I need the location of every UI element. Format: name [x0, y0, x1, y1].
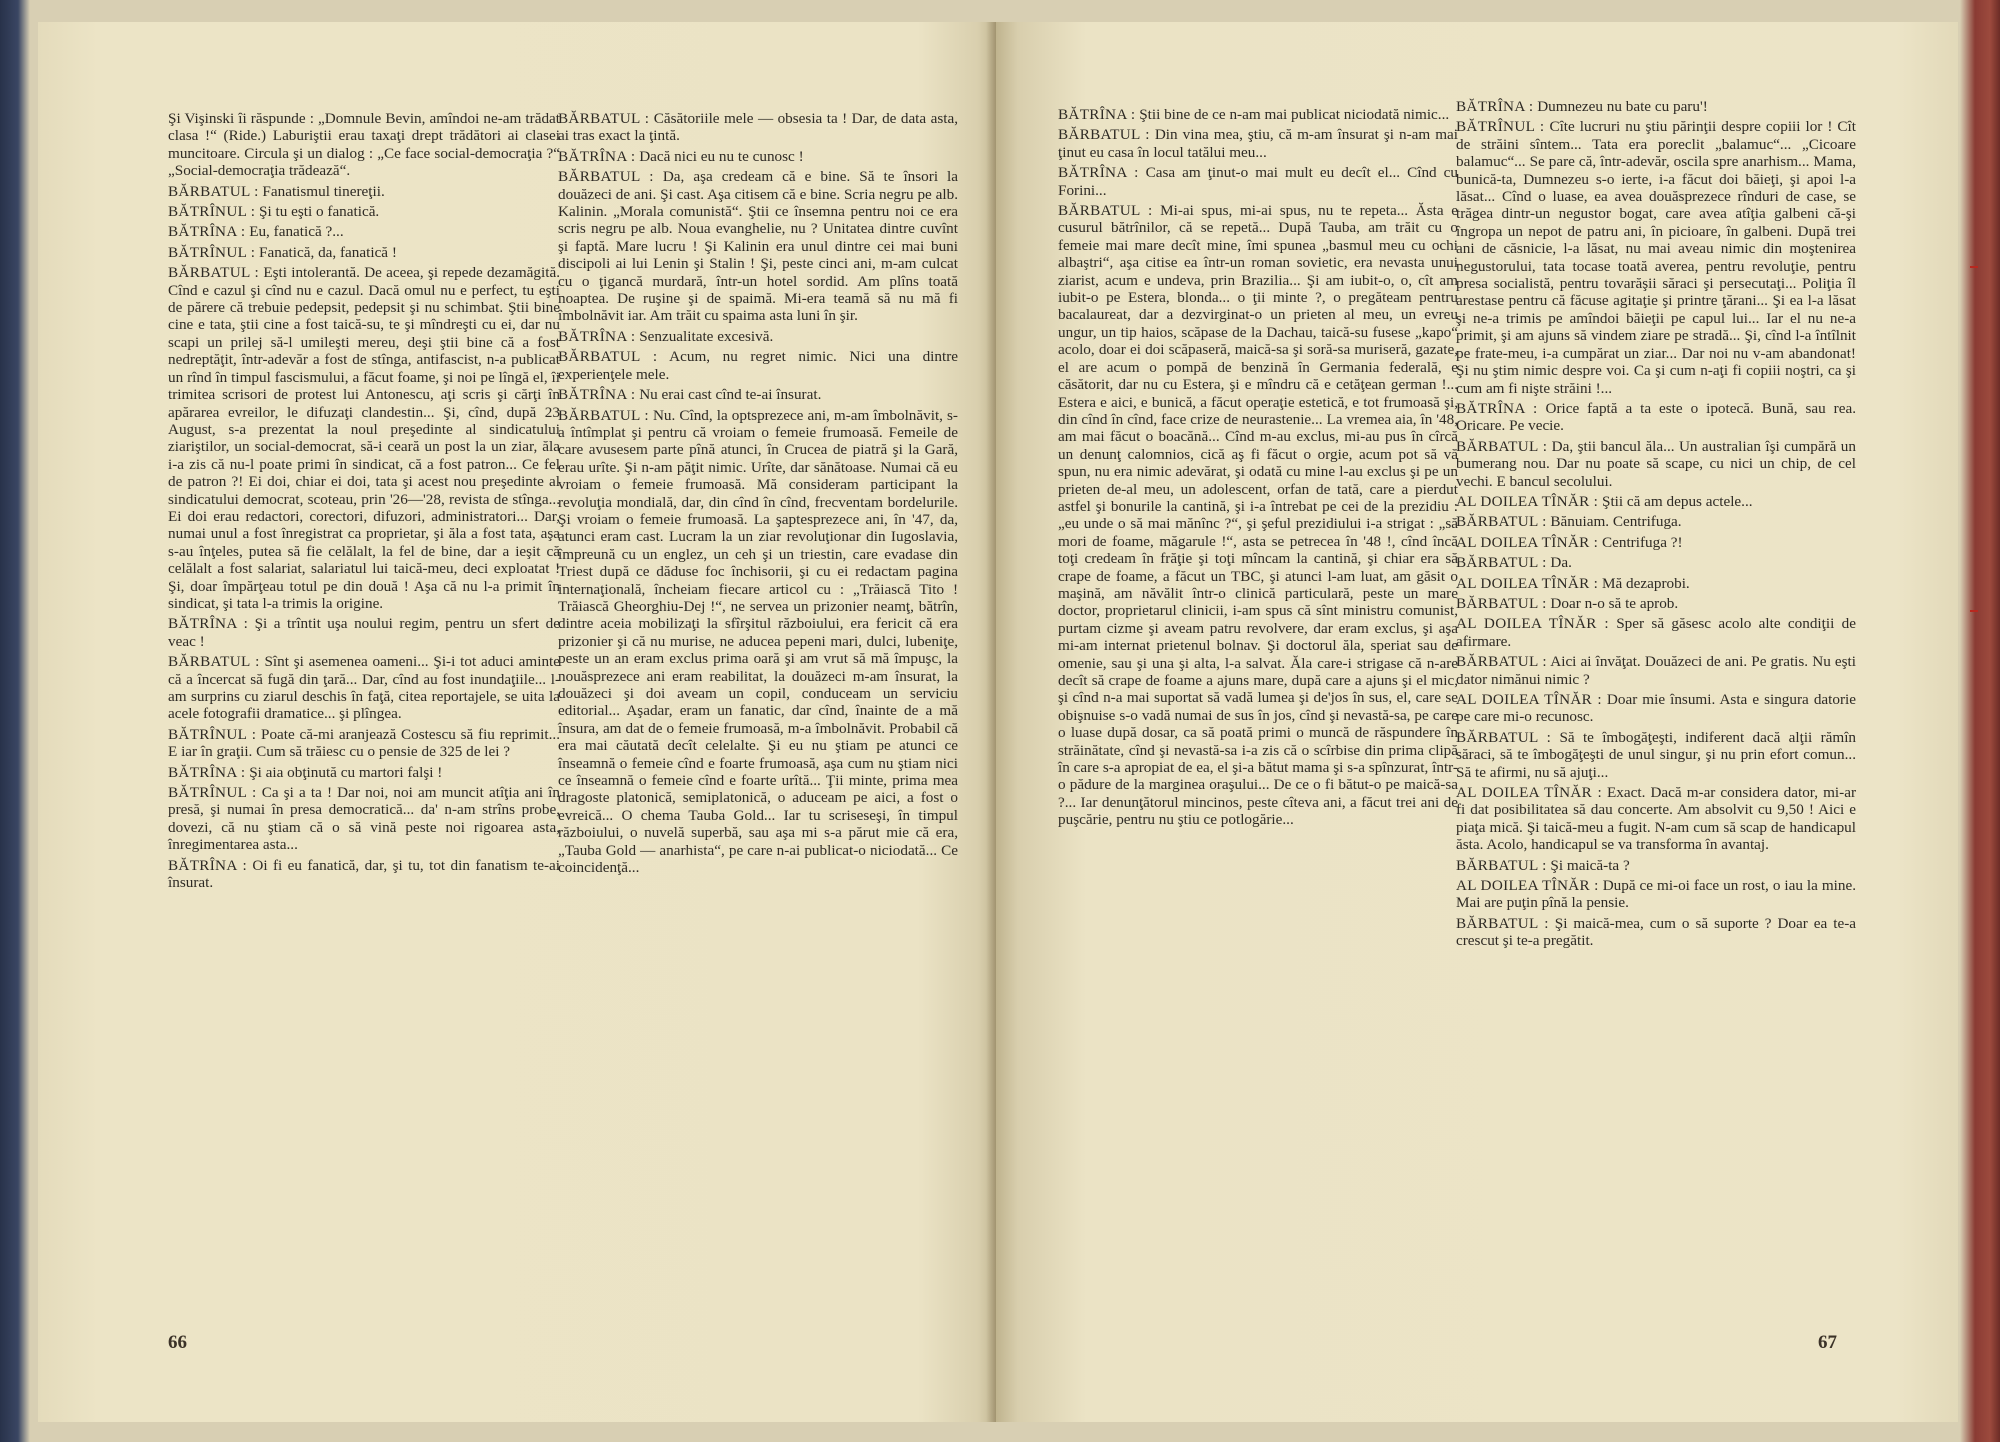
speaker-name: BĂRBATUL :	[168, 653, 260, 671]
page-number-left: 66	[168, 1332, 187, 1353]
dialogue-line	[168, 857, 560, 892]
dialogue-line	[1058, 106, 1458, 123]
dialogue-text: După ce mi-oi face un rost, o iau la mine. Mai are puţin pînă la pensie.	[1456, 877, 1856, 912]
dialogue-text: Căsătoriile mele — obsesia ta ! Dar, de data asta, ai tras exact la ţintă.	[558, 110, 959, 145]
speaker-name: BĂRBATUL :	[558, 110, 650, 127]
speaker-name: BĂRBATUL :	[1456, 594, 1547, 612]
speaker-name: AL DOILEA TÎNĂR :	[1456, 533, 1599, 551]
speaker-name: AL DOILEA TÎNĂR :	[1456, 492, 1599, 510]
left-page	[38, 22, 996, 1422]
speaker-name: BĂTRÎNA :	[168, 615, 249, 633]
page-number-right: 67	[1818, 1332, 1837, 1353]
dialogue-text: Ca şi a ta ! Dar noi, noi am muncit atîţia ani în presă, şi numai în presa democratică... da' n-am strîns probe, dovezi, că nu ştiam că o să vină peste noi rigoarea asta, înregimentarea asta...	[168, 784, 560, 854]
dialogue-line	[1456, 595, 1856, 612]
dialogue-text: Mi-ai spus, mi-ai spus, nu te repeta... Ăsta e cusurul bătrînilor, că se repetă... După Tauba, am trăit cu o femeie mai mare decît mine, îmi spunea „basmul meu cu ochi albaştri“, aşa citise ea într-un roman sovietic, era nevasta unui ziarist, acum e undeva, prin Brazilia... Şi am iubit-o, o, cît am iubit-o pe Estera, blonda... o ţii minte ?, o pregăteam pentru bacalaureat, dar a dezvirginat-o un prieten al meu, un evreu ungur, un tip haios, scăpase de la Dachau, taică-su fusese „kapo“ acolo, doar ei doi scăpaseră, maică-sa şi soră-sa muriseră, gazate, el are acum o pompă de benzină în Germania federală, e căsătorit, dar nu cu Estera, şi e mîndru că e cetăţean german !... Estera e aici, e bunică, a făcut operaţie estetică, e tot frumoasă şi, din cînd în cînd, face crize de neurastenie... La vremea aia, în '48, am mai făcut o boacănă... Cînd m-au exclus, mi-au pus în cîrcă un denunţ calomnios, cică aş fi făcut o orgie, acum pot să vă spun, nu era nimic adevărat, şi odată cu mine l-au exclus şi pe un prieten de-al meu, un adolescent, orfan de tată, care a pierdut astfel şi bonurile la cantină, şi i-a întrebat pe cei de la prezidiu : „eu unde o să mai mănînc ?“, şi şeful prezidiului i-a strigat : „să mori de foame, măgarule !“, asta se petrecea în '48 !, cînd încă toţi credeam în frăţie şi toţi mîncam la cantină, şi chiar era să crape de foame, a făcut un TBC, şi atunci l-am luat, am găsit o maşină, am năvălit într-o clinică particulară, peste un mare doctor, proprietarul clinicii, i-am spus că sînt ministru comunist, purtam cizme şi aveam patru revolvere, dar eram exclus, şi aşa mi-am internat prietenul bolnav. Şi doctorul ăla, speriat sau de omenie, sau şi una şi alta, l-a salvat. Ăla care-i strigase că n-are decît să crape de foame a ajuns mare, după care a ajuns şi el mic, şi cînd n-a mai suportat să vadă lumea şi de'jos în sus, el, care se obişnuise s-o vadă numai de sus în jos, cînd şi nevastă-sa, pe care o luase după dosar, ca să poată primi o muncă de răspundere în străinătate, cînd şi nevastă-sa i-a zis că o scîrbise din prima clipă în care s-a apropiat de ea, el şi-a bătut mama şi s-a spînzurat, într-o pădure de la marginea oraşului... De ce o fi bătut-o pe maică-sa ?... Iar denunţătorul mincinos, peste cîteva ani, a făcut trei ani de puşcărie, pentru nu ştiu ce potlogărie...	[1058, 202, 1458, 829]
dialogue-text: Doar n-o să te aprob.	[1550, 594, 1679, 612]
dialogue-line	[168, 244, 560, 261]
dialogue-line	[1058, 126, 1458, 161]
dialogue-text: Dacă nici eu nu te cunosc !	[639, 147, 804, 165]
dialogue-line	[558, 110, 958, 145]
speaker-name: BĂRBATUL :	[1456, 653, 1547, 671]
edge-mark	[1970, 266, 1978, 268]
dialogue-line	[1456, 784, 1856, 854]
dialogue-line	[168, 726, 560, 761]
right-page-column-2	[1456, 98, 1856, 953]
dialogue-line	[558, 348, 958, 383]
dialogue-line	[168, 264, 560, 612]
speaker-name: BĂRBATUL :	[1456, 554, 1547, 572]
dialogue-text: Şi aia obţinută cu martori falşi !	[249, 763, 443, 781]
dialogue-text: Şi maică-ta ?	[1550, 856, 1630, 874]
speaker-name: AL DOILEA TÎNĂR :	[1456, 615, 1609, 633]
speaker-name: BĂTRÎNA :	[558, 386, 636, 404]
dialogue-text: Poate că-mi aranjează Costescu să fiu reprimit... E iar în graţii. Cum să trăiesc cu o pensie de 325 de lei ?	[168, 725, 560, 761]
speaker-name: AL DOILEA TÎNĂR :	[1456, 877, 1599, 895]
speaker-name: BĂTRÎNUL :	[168, 203, 256, 221]
dialogue-line	[1456, 118, 1856, 397]
dialogue-text: Nu erai cast cînd te-ai însurat.	[639, 386, 822, 404]
dialogue-line	[1058, 164, 1458, 199]
speaker-name: BĂRBATUL :	[558, 406, 649, 424]
speaker-name: BĂRBATUL :	[168, 264, 260, 282]
dialogue-line	[168, 223, 560, 240]
right-page-column-1	[1058, 106, 1458, 832]
dialogue-text: Din vina mea, ştiu, că m-am însurat şi n-am mai ţinut eu casa în locul tatălui meu...	[1058, 126, 1458, 161]
speaker-name: BĂTRÎNA :	[1058, 164, 1139, 182]
dialogue-text: Oi fi eu fanatică, dar, şi tu, tot din fanatism te-ai însurat.	[168, 856, 561, 892]
dialogue-line	[558, 386, 958, 403]
dialogue-text: Acum, nu regret nimic. Nici una dintre experienţele mele.	[558, 348, 958, 383]
speaker-name: BĂRBATUL :	[1456, 856, 1547, 874]
dialogue-text: Aici ai învăţat. Douăzeci de ani. Pe gratis. Nu eşti dator nimănui nimic ?	[1456, 653, 1856, 688]
speaker-name: BĂRBATUL :	[1456, 437, 1548, 455]
speaker-name: BĂTRÎNA :	[1456, 98, 1534, 115]
dialogue-text: Senzualitate excesivă.	[639, 327, 774, 345]
dialogue-line	[1456, 534, 1856, 551]
dialogue-text: Nu. Cînd, la optsprezece ani, m-am îmbolnăvit, s-a întîmplat şi pentru că vroiam o femeie frumoasă. Femeile de care avusesem parte pînă atunci, în Crucea de piatră şi la Gară, erau urîte. Şi n-am păţit nimic. Urîte, dar sănătoase. Numai că eu vroiam o femeie frumoasă. Mă consideram participant la revoluţia mondială, dar, din cînd în cînd, frecventam bordelurile. Şi vroiam o femeie frumoasă. La şaptesprezece ani, în '47, da, atunci eram cast. Lucram la un ziar revoluţionar din Iugoslavia, împreună cu un englez, un ceh şi un triestin, care evadase din Triest după ce dăduse foc închisorii, şi cu ei redactam pagina internaţională, încheiam fiecare articol cu : „Trăiască Tito ! Trăiască Gheorghiu-Dej !“, ne servea un prizonier neamţ, bătrîn, dintre aceia mobilizaţi la sfîrşitul războiului, era fericit că era prizonier şi că nu murise, ne aducea pepeni mari, dulci, lubeniţe, peste un an eram exclus prima oară şi am vrut să mă împuşc, la nouăsprezece ani eram reabilitat, la douăzeci m-am însurat, la douăzeci şi doi aveam un copil, conduceam un serviciu editorial... Aşadar, eram un fanatic, dar cînd, înainte de a mă însura, am dat de o femeie frumoasă, m-a îmbolnăvit. Probabil că era mai căutată decît celelalte. Şi eu nu ştiam pe atunci ce înseamnă o femeie cînd e foarte frumoasă, aşa cum nu ştiam nici ce înseamnă o femeie cînd e foarte urîtă... Ţii minte, prima mea dragoste platonică, semiplatonică, o aduceam pe aici, a fost o evreică... O chema Tauba Gold... Iar tu scriseseşi, în timpul războiului, o nuvelă superbă, sau aşa mi s-a părut mie că era, „Tauba Gold — anarhista“, pe care n-ai publicat-o niciodată... Ce coincidenţă...	[558, 406, 958, 877]
speaker-name: BĂTRÎNUL :	[168, 784, 257, 802]
dialogue-line	[1456, 691, 1856, 726]
dialogue-line	[1456, 857, 1856, 874]
dialogue-text: Şi tu eşti o fanatică.	[259, 203, 380, 221]
dialogue-text: Să te îmbogăţeşti, indiferent dacă alţii rămîn săraci, să te îmbogăţeşti de unul singur, şi nu prin efort comun... Să te afirmi, nu să ajuţi...	[1456, 728, 1857, 781]
speaker-name: BĂTRÎNA :	[1456, 399, 1538, 417]
dialogue-text: Centrifuga ?!	[1602, 533, 1683, 551]
left-page-column-2	[558, 110, 958, 879]
dialogue-line	[558, 407, 958, 877]
speaker-name: BĂRBATUL :	[168, 182, 259, 200]
right-page	[996, 22, 1958, 1422]
speaker-name: BĂTRÎNA :	[558, 147, 636, 165]
speaker-name: BĂTRÎNA :	[1058, 106, 1136, 123]
speaker-name: BĂRBATUL :	[558, 348, 658, 366]
speaker-name: AL DOILEA TÎNĂR :	[1456, 784, 1602, 802]
paragraph-text: Şi Vişinski îi răspunde : „Domnule Bevin, amîndoi ne-am trădat clasa !“ (Ride.) Laburiştii erau taxaţi drept trădători ai clasei muncitoare. Circula şi un dialog : „Ce face social-democraţia ?“ „Social-democraţia trădează“.	[168, 110, 560, 180]
speaker-name: BĂTRÎNA :	[558, 327, 636, 345]
dialogue-line	[558, 328, 958, 345]
dialogue-line	[168, 653, 560, 723]
dialogue-text: Exact. Dacă m-ar considera dator, mi-ar fi dat posibilitatea să dau concerte. Am absolvit cu 9,50 ! Aici e piaţa mică. Şi taică-meu a fugit. N-am cum să scap de handicapul ăsta. Acolo, handicapul se va transforma în avantaj.	[1456, 784, 1856, 854]
dialogue-line	[1456, 575, 1856, 592]
dialogue-text: Da, ştii bancul ăla... Un australian îşi cumpără un bumerang nou. Dar nu poate să scape, cu nici un chip, de cel vechi. E bancul secolului.	[1456, 437, 1856, 490]
speaker-name: BĂTRÎNUL :	[168, 243, 256, 261]
dialogue-line	[168, 203, 560, 220]
dialogue-text: Şi maică-mea, cum o să suporte ? Doar ea te-a crescut şi te-a pregătit.	[1456, 914, 1856, 950]
dialogue-line	[558, 148, 958, 165]
speaker-name: BĂTRÎNA :	[168, 763, 246, 781]
dialogue-line	[558, 168, 958, 325]
dialogue-line	[1456, 98, 1856, 115]
dialogue-line	[168, 615, 560, 650]
edge-mark	[1970, 610, 1978, 612]
speaker-name: BĂTRÎNUL :	[168, 725, 257, 743]
dialogue-line	[1456, 729, 1856, 781]
dialogue-text: Da.	[1550, 554, 1572, 572]
speaker-name: BĂRBATUL :	[1456, 513, 1547, 531]
dialogue-line	[1456, 877, 1856, 912]
dialogue-text: Ştii bine de ce n-am mai publicat niciodată nimic...	[1139, 106, 1450, 123]
dialogue-text: Mă dezaprobi.	[1602, 574, 1690, 592]
speaker-name: BĂTRÎNA :	[168, 223, 246, 241]
dialogue-text: Da, aşa credeam că e bine. Să te însori la douăzeci de ani. Şi cast. Aşa citisem că e bine. Scria negru pe alb. Kalinin. „Morala comunistă“. Ştii ce însemna pentru noi ce era scris negru pe alb. Noua evanghelie, nu ? Unitatea dintre cuvînt şi faptă. Mare lucru ! Şi Kalinin era unul dintre cei mai buni discipoli ai lui Lenin şi Stalin ! Şi, peste cinci ani, m-am culcat cu o ţigancă murdară, într-un hotel sordid. Am plîns toată noaptea. De ruşine şi de spaimă. Mi-era teamă să nu mă fi îmbolnăvit iar. Am trăit cu spaima asta luni în şir.	[558, 168, 958, 325]
dialogue-text: Sper să găsesc acolo alte condiţii de afirmare.	[1456, 615, 1856, 650]
speaker-name: BĂRBATUL :	[1456, 914, 1549, 932]
dialogue-text: Cîte lucruri nu ştiu părinţii despre copiii lor ! Cît de străini sîntem... Tata era poreclit „balamuc“... „Cicoare balamuc“... Se pare că, într-adevăr, oscila spre anarhism... Mama, bunică-ta, Dumnezeu s-o ierte, i-a făcut doi băieţi, şi apoi l-a lăsat... Cînd o luase, ea avea douăsprezece rînduri de case, se trăgea dintr-un negustor bogat, care avea atîţia galbeni că-şi îngropa un nepot de patru ani, în picioare, în galbeni. După trei ani de căsnicie, l-a lăsat, nu mai aveau nimic din moştenirea negustorului, tata tocase toată averea, pentru revoluţie, pentru presa socialistă, pentru tovarăşii săraci şi persecutaţi... Poliţia îl arestase pentru că făcuse agitaţie şi printre ţărani... Şi ea l-a lăsat şi ne-a trimis pe amîndoi băieţii pe capul lui... Iar el nu ne-a primit, şi am ajuns să vindem ziare pe stradă... Şi, cînd l-a întîlnit pe frate-meu, i-a cumpărat un ziar... Dar noi nu v-am abandonat! Şi nu ştim nimic despre voi. Ca şi cum n-aţi fi copiii noştri, ca şi cum am fi nişte străini !...	[1456, 118, 1857, 397]
speaker-name: AL DOILEA TÎNĂR :	[1456, 574, 1599, 592]
speaker-name: BĂRBATUL :	[1058, 202, 1153, 220]
speaker-name: BĂRBATUL :	[558, 168, 654, 186]
dialogue-text: Eşti intolerantă. De aceea, şi repede dezamăgită. Cînd e cazul şi cînd nu e cazul. Dacă omul nu e perfect, tu eşti de părere că trebuie pedepsit, pedepsit şi nu schimbat. Ştii bine cine e tata, ştii cine a fost taică-su, te şi mîndreşti cu ei, dar nu scapi un prilej să-l umileşti mereu, deşi ştii bine că a fost nedreptăţit, într-adevăr a fost de stînga, antifascist, n-a publicat un rînd în timpul fascismului, a făcut foame, şi noi pe lîngă el, îi trimitea scrisori de protest lui Antonescu, aţi scris şi cărţi în apărarea evreilor, le difuzaţi clandestin... Şi, cînd, după 23 August, s-a prezentat la noul preşedinte al sindicatului ziariştilor, un social-democrat, să-i ceară un post la un ziar, ăla i-a zis că nu-l poate primi în sindicat, că a fost patron... Ce fel de patron ?! Ei doi, chiar ei doi, tata şi acest nou preşedinte al sindicatului democrat, scoteau, prin '26—'28, revista de stînga... Ei doi erau redactori, corectori, difuzori, administratori... Dar, numai unul a fost înregistrat ca proprietar, şi ăla a fost tata, aşa s-au înţeles, putea să fie celălalt, la fel de bine, dar a ieşit că celălalt a fost salariat, salariatul lui taică-meu, deci exploatat ! Şi, doar împărţeau totul pe din două ! Aşa că nu l-a primit în sindicat, şi tata l-a trimis la origine.	[168, 264, 560, 612]
dialogue-text: Eu, fanatică ?...	[249, 223, 344, 241]
left-page-column-1	[168, 110, 560, 894]
speaker-name: BĂTRÎNA :	[168, 856, 247, 874]
speaker-name: BĂRBATUL :	[1456, 728, 1552, 746]
dialogue-line	[168, 183, 560, 200]
dialogue-text: Casa am ţinut-o mai mult eu decît el... Cînd cu Forini...	[1058, 164, 1458, 199]
dialogue-line	[1456, 438, 1856, 490]
speaker-name: AL DOILEA TÎNĂR :	[1456, 691, 1602, 708]
dialogue-text: Fanatică, da, fanatică !	[259, 243, 397, 261]
speaker-name: BĂRBATUL :	[1058, 126, 1150, 144]
dialogue-text: Bănuiam. Centrifuga.	[1550, 513, 1682, 531]
dialogue-line	[1456, 493, 1856, 510]
dialogue-text: Orice faptă a ta este o ipotecă. Bună, sau rea. Oricare. Pe vecie.	[1456, 399, 1857, 435]
dialogue-line	[1456, 400, 1856, 435]
dialogue-line	[1456, 615, 1856, 650]
dialogue-line	[1058, 202, 1458, 829]
dialogue-line	[1456, 513, 1856, 530]
dialogue-text: Sînt şi asemenea oameni... Şi-i tot aduci aminte că a încercat să fugă din ţară... Dar, cînd au fost inundaţiile... l-am surprins cu ziarul deschis în faţă, citea reportajele, se uita la acele fotografii dramatice... şi plîngea.	[168, 653, 560, 723]
dialogue-text: Şi a trîntit uşa noului regim, pentru un sfert de veac !	[168, 615, 560, 650]
dialogue-line	[1456, 653, 1856, 688]
dialogue-text: Dumnezeu nu bate cu paru'!	[1537, 98, 1708, 115]
paragraph	[168, 110, 560, 180]
dialogue-text: Doar mie însumi. Asta e singura datorie pe care mi-o recunosc.	[1456, 691, 1856, 726]
dialogue-line	[1456, 915, 1856, 950]
dialogue-line	[168, 784, 560, 854]
dialogue-text: Ştii că am depus actele...	[1602, 492, 1753, 510]
dialogue-text: Fanatismul tinereţii.	[262, 182, 385, 200]
speaker-name: BĂTRÎNUL :	[1456, 118, 1545, 136]
dialogue-line	[168, 764, 560, 781]
dialogue-line	[1456, 554, 1856, 571]
